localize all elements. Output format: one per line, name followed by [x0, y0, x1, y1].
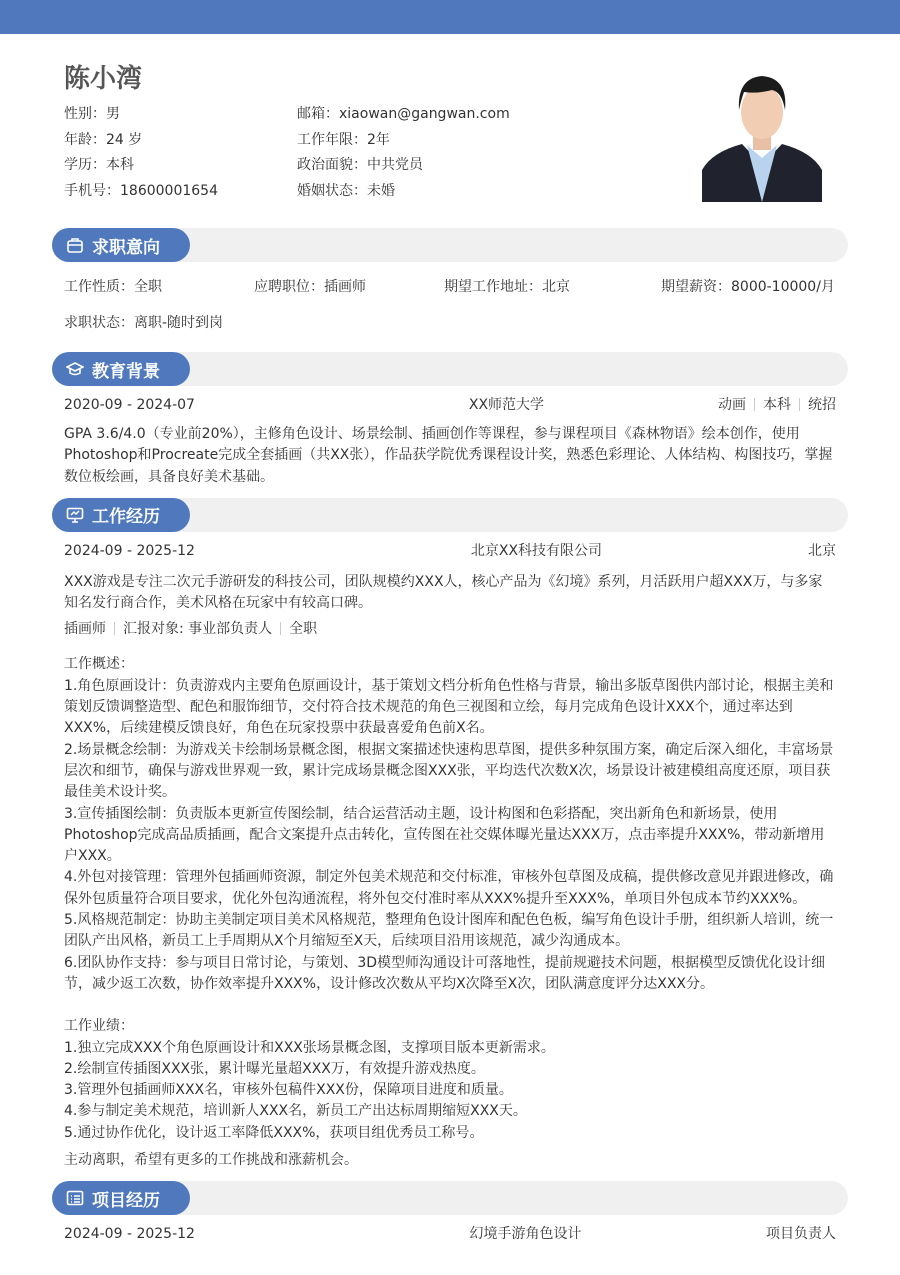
achievement-item: 4.参与制定美术规范，培训新人XXX名，新员工产出达标周期缩短XXX天。: [64, 1103, 527, 1120]
work-company: 北京XX科技有限公司: [470, 542, 603, 559]
intent-status: 求职状态： 离职-随时到岗: [64, 315, 224, 331]
section-header-intent: [52, 228, 848, 262]
personal-info: [64, 104, 597, 202]
achievement-item: 3.管理外包插画师XXX名，审核外包稿件XXX份，保障项目进度和质量。: [64, 1082, 513, 1099]
top-accent-bar: [0, 0, 900, 34]
edu-date: 2020-09 - 2024-07: [64, 397, 195, 413]
overview-item: 3.宣传插图绘制：负责版本更新宣传图绘制，结合运营活动主题，设计构图和色彩搭配，突出新角色和新场景，使用Photoshop完成高品质插画，配合文案提升点击转化，宣传图在社交媒体曝光量达XXX万，点击率提升XXX%，带动新增用户XXX。: [64, 805, 825, 865]
info-phone: 手机号：18600001654: [64, 182, 218, 199]
achievement-item: 2.绘制宣传插图XXX张，累计曝光量超XXX万，有效提升游戏热度。: [64, 1060, 485, 1077]
info-email: 邮箱：xiaowan@gangwan.com: [297, 106, 510, 122]
overview-item: 4.外包对接管理：管理外包插画师资源，制定外包美术规范和交付标准，审核外包草图及成稿，提供修改意见并跟进修改，确保外包质量符合项目要求，优化外包沟通流程，将外包交付准时率从XXX%提升至XXX%，单项目外包成本节约XXX%。: [64, 869, 834, 907]
leave-reason: 主动离职，希望有更多的工作挑战和涨薪机会。: [64, 1152, 358, 1169]
info-gender: 性别：男: [64, 106, 120, 122]
achievement-item: 1.独立完成XXX个角色原画设计和XXX张场景概念图，支撑项目版本更新需求。: [64, 1039, 555, 1056]
intent-location: 期望工作地址：北京: [444, 279, 570, 295]
edu-description: GPA 3.6/4.0（专业前20%），主修角色设计、场景绘制、插画创作等课程，参与课程项目《森林物语》绘本创作，使用Photoshop和Procreate完成全套插画（共XX张），作品获学院优秀课程设计奖，熟悉色彩理论、人体结构、构图技巧，掌握数位板绘画，具备良好美术基础。: [64, 426, 833, 485]
section-header-education: [52, 352, 848, 386]
monitor-icon: [66, 506, 84, 524]
intent-body: [52, 276, 848, 334]
intent-position: 应聘职位：插画师: [254, 279, 366, 295]
work-date: 2024-09 - 2025-12: [64, 542, 195, 559]
graduation-cap-icon: [66, 360, 84, 378]
project-body: [52, 1223, 848, 1245]
section-header-project: [52, 1181, 848, 1215]
info-political: 政治面貌：中共党员: [297, 157, 423, 173]
section-title: 项目经历: [92, 1190, 160, 1211]
info-marital: 婚姻状态：未婚: [297, 182, 395, 199]
company-description: XXX游戏是专注二次元手游研发的科技公司，团队规模约XXX人，核心产品为《幻境》系列，月活跃用户超XXX万，与多家知名发行商合作，美术风格在玩家中有较高口碑。: [64, 573, 823, 612]
overview-item: 6.团队协作支持：参与项目日常讨论，与策划、3D模型师沟通设计可落地性，提前规避技术问题，根据模型反馈优化设计细节，减少返工次数，协作效率提升XXX%，设计修改次数从平均X次降至X次，团队满意度评分达XXX分。: [64, 954, 826, 992]
overview-item: 1.角色原画设计：负责游戏内主要角色原画设计，基于策划文档分析角色性格与背景，输出多版草图供内部讨论，根据主美和策划反馈调整造型、配色和服饰细节，交付符合技术规范的角色三视图和立绘，每月完成角色设计XXX个，通过率达到XXX%，后续建模反馈良好，角色在玩家投票中获最喜爱角色前X名。: [64, 677, 834, 737]
info-years: 工作年限：2年: [297, 131, 390, 148]
list-icon: [66, 1189, 84, 1207]
overview-title: 工作概述：: [64, 656, 134, 673]
section-header-work: [52, 498, 848, 532]
project-role: 项目负责人: [765, 1226, 836, 1243]
overview-item: 5.风格规范制定：协助主美制定项目美术风格规范，整理角色设计图库和配色色板，编写角色设计手册，组织新人培训，统一团队产出风格，新员工上手周期从X个月缩短至X天，后续项目沿用该规范，减少沟通成本。: [64, 912, 834, 950]
work-body: [52, 540, 848, 1171]
info-education: 学历：本科: [64, 157, 134, 173]
section-title: 求职意向: [92, 237, 160, 258]
work-tags: 插画师 汇报对象: 事业部负责人 全职: [64, 621, 318, 638]
resume-content: [52, 228, 848, 1245]
briefcase-icon: [66, 236, 84, 254]
achievement-item: 5.通过协作优化，设计返工率降低XXX%，获项目组优秀员工称号。: [64, 1124, 484, 1141]
section-title: 教育背景: [92, 361, 160, 382]
project-name: 幻境手游角色设计: [469, 1226, 582, 1243]
profile-photo: [702, 70, 822, 202]
edu-school: XX师范大学: [468, 397, 545, 413]
project-date: 2024-09 - 2025-12: [64, 1226, 195, 1243]
achievements-title: 工作业绩：: [64, 1018, 134, 1035]
education-body: [52, 394, 848, 488]
overview-item: 2.场景概念绘制：为游戏关卡绘制场景概念图，根据文案描述快速构思草图，提供多种氛围方案，确定后深入细化，丰富场景层次和细节，确保与游戏世界观一致，累计完成场景概念图XXX张，平均迭代次数X次，场景设计被建模组高度还原，项目获最佳美术设计奖。: [64, 741, 834, 801]
intent-type: 工作性质：全职: [64, 279, 162, 295]
section-title: 工作经历: [92, 507, 160, 528]
info-age: 年龄：24 岁: [64, 131, 143, 148]
intent-salary: 期望薪资：8000-10000/月: [661, 279, 835, 295]
work-location: 北京: [807, 542, 836, 559]
candidate-name: 陈小湾: [64, 64, 143, 94]
edu-tags: 动画 本科 统招: [717, 397, 836, 413]
